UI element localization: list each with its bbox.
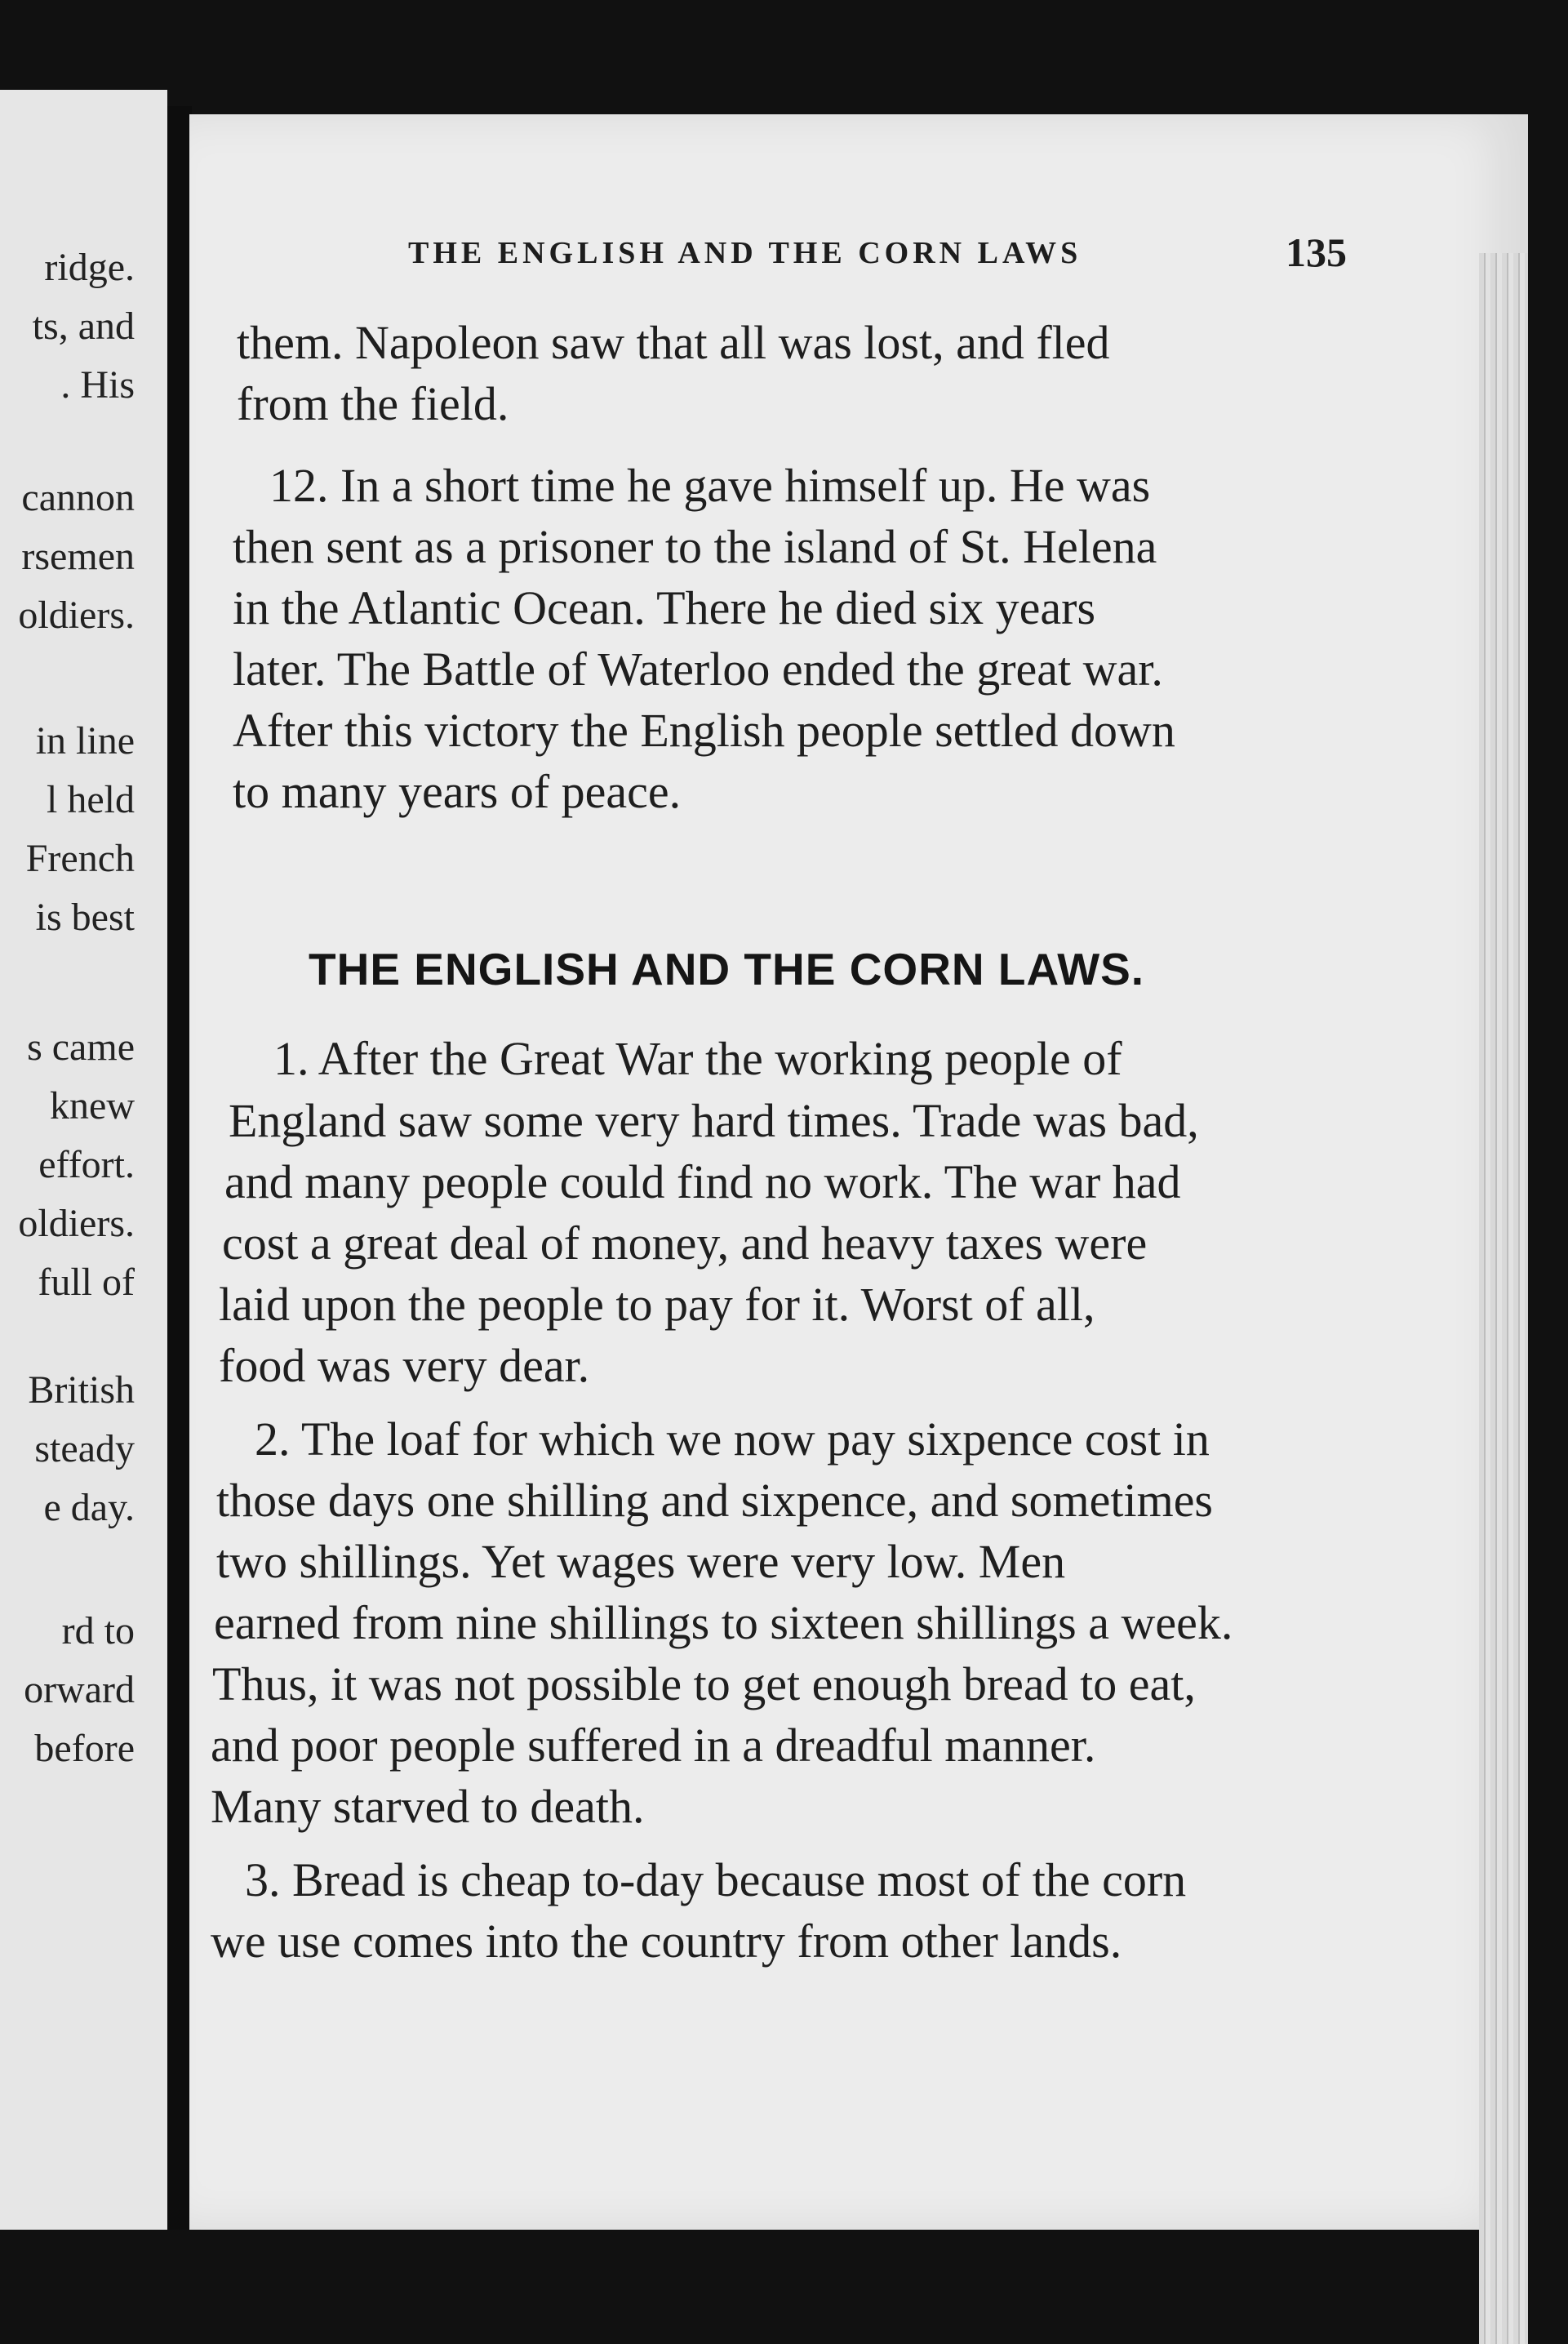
- left-page-fragment: full of: [38, 1261, 135, 1304]
- section-heading: THE ENGLISH AND THE CORN LAWS.: [309, 944, 1145, 994]
- text-line: we use comes into the country from other lands.: [211, 1915, 1122, 1968]
- text-line: food was very dear.: [219, 1339, 590, 1392]
- text-line: England saw some very hard times. Trade was bad,: [229, 1094, 1199, 1147]
- left-page-fragment: before: [34, 1727, 135, 1770]
- text-line: 12. In a short time he gave himself up. He was: [269, 459, 1151, 512]
- book-gutter: [167, 106, 192, 2230]
- text-line: Many starved to death.: [211, 1780, 645, 1833]
- text-line: and poor people suffered in a dreadful manner.: [211, 1719, 1096, 1772]
- text-line: 2. The loaf for which we now pay sixpence cost in: [255, 1412, 1210, 1466]
- left-page-fragment: oldiers.: [18, 594, 135, 637]
- left-page-fragment: cannon: [21, 476, 135, 519]
- text-line: to many years of peace.: [233, 765, 682, 818]
- text-line: laid upon the people to pay for it. Worst of all,: [219, 1278, 1095, 1331]
- left-page-fragment: rd to: [61, 1609, 135, 1652]
- left-page-fragment: rsemen: [21, 535, 135, 578]
- running-head: THE ENGLISH AND THE CORN LAWS: [408, 236, 1082, 270]
- left-page-fragment: . His: [60, 363, 135, 407]
- text-line: 1. After the Great War the working people of: [273, 1032, 1122, 1085]
- left-page-fragment: in line: [35, 719, 135, 763]
- text-line: from the field.: [237, 377, 509, 430]
- left-page-fragment: l held: [47, 778, 135, 821]
- text-line: in the Atlantic Ocean. There he died six years: [233, 581, 1096, 634]
- text-line: later. The Battle of Waterloo ended the great war.: [233, 643, 1163, 696]
- left-page-fragment: e day.: [43, 1486, 135, 1529]
- left-page-fragment: is best: [35, 896, 135, 939]
- left-facing-page: [0, 90, 167, 2230]
- text-line: earned from nine shillings to sixteen shillings a week.: [214, 1596, 1233, 1649]
- left-page-fragment: ts, and: [32, 305, 135, 348]
- left-page-fragment: knew: [50, 1084, 135, 1128]
- text-line: those days one shilling and sixpence, and sometimes: [216, 1474, 1214, 1527]
- text-line: cost a great deal of money, and heavy taxes were: [222, 1216, 1148, 1270]
- text-line: then sent as a prisoner to the island of St. Helena: [233, 520, 1157, 573]
- left-page-fragment: effort.: [38, 1143, 135, 1186]
- text-line: 3. Bread is cheap to-day because most of the corn: [245, 1853, 1187, 1906]
- text-line: and many people could find no work. The war had: [224, 1155, 1181, 1208]
- text-line: two shillings. Yet wages were very low. Men: [216, 1535, 1066, 1588]
- text-line: them. Napoleon saw that all was lost, and fled: [237, 316, 1110, 369]
- left-page-fragment: British: [28, 1368, 135, 1412]
- left-page-fragment: ridge.: [44, 246, 135, 289]
- left-page-fragment: steady: [34, 1427, 135, 1470]
- left-page-fragment: s came: [27, 1025, 135, 1069]
- left-page-fragment: oldiers.: [18, 1202, 135, 1245]
- page-number: 135: [1286, 229, 1347, 275]
- left-page-fragment: French: [25, 837, 135, 880]
- left-page-fragment: orward: [24, 1668, 135, 1711]
- text-line: Thus, it was not possible to get enough bread to eat,: [212, 1657, 1196, 1710]
- text-line: After this victory the English people settled down: [233, 704, 1175, 757]
